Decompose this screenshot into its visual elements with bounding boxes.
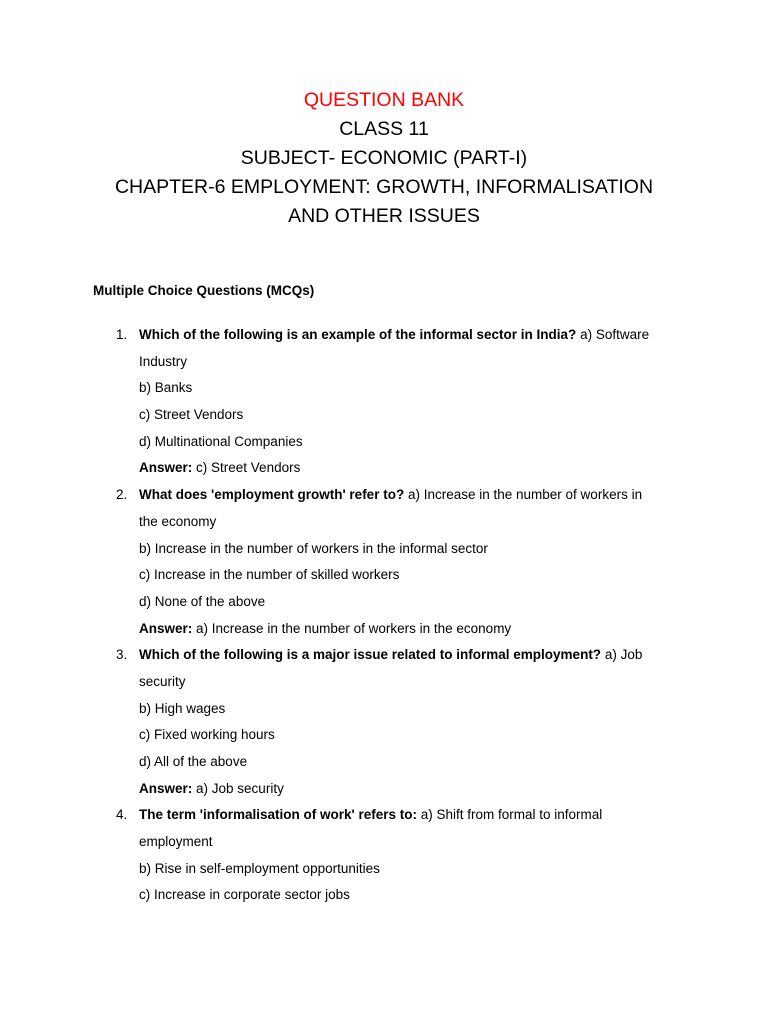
question-number: 2. xyxy=(116,487,128,503)
answer-text: c) Street Vendors xyxy=(196,460,301,476)
option-b: b) Rise in self-employment opportunities xyxy=(139,860,380,876)
question-line xyxy=(0,642,768,669)
option-b: b) High wages xyxy=(139,700,226,716)
answer-line xyxy=(0,616,768,643)
answer-label: Answer: xyxy=(139,620,193,636)
answer-line xyxy=(0,455,768,482)
option-a-continued: the economy xyxy=(139,513,217,529)
question-item xyxy=(0,802,768,909)
subject-heading: SUBJECT- ECONOMIC (PART-I) xyxy=(240,147,528,169)
option-a-continued: security xyxy=(139,673,186,689)
answer-text: a) Increase in the number of workers in the economy xyxy=(196,620,512,636)
option-a-continued: Industry xyxy=(139,353,188,369)
option-d: d) Multinational Companies xyxy=(139,433,303,449)
option-b: b) Banks xyxy=(139,380,193,396)
question-text: What does 'employment growth' refer to? xyxy=(139,487,405,503)
question-text: Which of the following is an example of the informal sector in India? xyxy=(139,327,577,342)
option-c: c) Street Vendors xyxy=(139,407,244,423)
option-a-continued: employment xyxy=(139,834,213,850)
class-heading: CLASS 11 xyxy=(339,118,429,140)
question-number: 4. xyxy=(116,807,128,823)
question-item xyxy=(0,322,768,482)
option-a: a) Shift from formal to informal xyxy=(420,807,603,823)
question-text: The term 'informalisation of work' refers to: xyxy=(139,807,417,823)
answer-label: Answer: xyxy=(139,460,193,476)
question-item xyxy=(0,642,768,802)
option-a: a) Software xyxy=(580,327,650,342)
question-list xyxy=(0,322,768,909)
option-a: a) Job xyxy=(604,647,643,663)
question-line xyxy=(0,802,768,829)
chapter-heading-line-1: CHAPTER-6 EMPLOYMENT: GROWTH, INFORMALISATION xyxy=(114,176,654,198)
question-number: 1. xyxy=(116,327,128,342)
question-item xyxy=(0,482,768,642)
option-d: d) All of the above xyxy=(139,754,248,769)
option-c: c) Fixed working hours xyxy=(139,727,275,743)
chapter-heading-line-2: AND OTHER ISSUES xyxy=(288,205,480,227)
option-c: c) Increase in the number of skilled workers xyxy=(139,567,400,583)
question-line xyxy=(0,482,768,509)
question-line xyxy=(0,322,768,349)
answer-text: a) Job security xyxy=(196,780,284,796)
document-header xyxy=(0,86,768,231)
question-text: Which of the following is a major issue related to informal employment? xyxy=(139,647,602,663)
question-number: 3. xyxy=(116,647,128,663)
option-b: b) Increase in the number of workers in the informal sector xyxy=(139,540,488,556)
answer-label: Answer: xyxy=(139,780,193,796)
option-d: d) None of the above xyxy=(139,593,266,609)
answer-line xyxy=(0,776,768,803)
option-c: c) Increase in corporate sector jobs xyxy=(139,887,350,903)
option-a: a) Increase in the number of workers in xyxy=(407,487,643,503)
question-bank-label: QUESTION BANK xyxy=(303,89,465,111)
section-title: Multiple Choice Questions (MCQs) xyxy=(93,283,315,298)
